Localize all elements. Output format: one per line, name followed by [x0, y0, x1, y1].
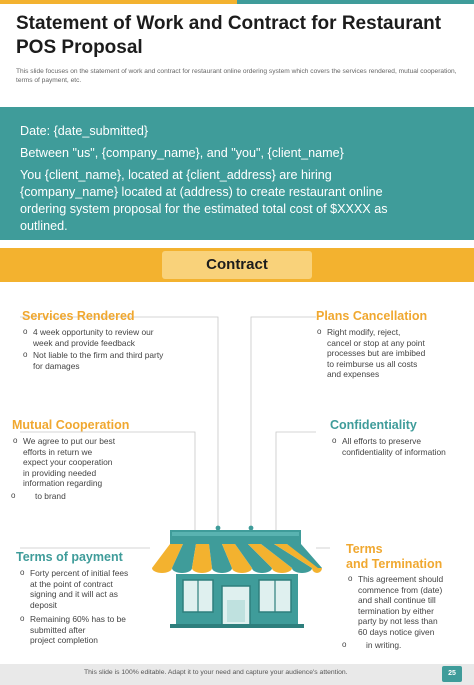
termination-heading-line-2: and Termination: [346, 557, 443, 571]
termination-heading-line-1: Terms: [346, 542, 383, 556]
mutual-heading: Mutual Cooperation: [12, 418, 130, 432]
page-subtitle: This slide focuses on the statement of work and contract for restaurant online ordering system which covers the services rendered, mutual cooperation, terms of payment, etc.: [16, 68, 457, 84]
text-line: efforts in return we: [23, 446, 93, 457]
text-line: This agreement should: [358, 574, 444, 584]
text-line: to brand: [35, 491, 66, 501]
mutual-item-2: [11, 491, 193, 502]
confidentiality-item-1: [332, 436, 472, 457]
text-line: week and provide feedback: [33, 337, 135, 348]
text-line: cancel or stop at any point: [327, 337, 425, 348]
text-line: submitted after: [30, 624, 86, 635]
bullet-marker: o: [23, 350, 28, 359]
termination-item-2: [342, 640, 468, 651]
text-line: processes but are imbibed: [327, 348, 426, 358]
payment-heading: Terms of payment: [16, 550, 123, 564]
services-item-2: [23, 350, 203, 371]
text-line: Not liable to the firm and third party: [33, 350, 164, 360]
text-line: at the point of contract: [30, 578, 113, 589]
plans-item-1: [317, 327, 467, 380]
bullet-marker: o: [20, 614, 25, 623]
page-number: 25: [442, 666, 462, 682]
intro-you-line-2: {company_name} located at (address) to create restaurant online: [20, 185, 383, 199]
text-line: project completion: [30, 635, 98, 645]
text-line: confidentiality of information: [342, 446, 446, 457]
text-line: information regarding: [23, 478, 103, 488]
intro-you-line-4: outlined.: [20, 219, 68, 233]
footer: [0, 664, 474, 685]
text-line: and shall continue till: [358, 595, 436, 605]
text-line: deposit: [30, 599, 58, 610]
bullet-marker: o: [13, 436, 18, 445]
text-line: for damages: [33, 360, 80, 371]
bullet-marker: o: [11, 491, 16, 500]
payment-item-2: [20, 614, 160, 646]
intro-between: Between "us", {company_name}, and "you", {client_name}: [20, 146, 344, 160]
text-line: All efforts to preserve: [342, 436, 421, 446]
bullet-marker: o: [20, 568, 25, 577]
text-line: in providing needed: [23, 467, 97, 478]
text-line: 60 days notice given: [358, 626, 435, 637]
bullet-marker: o: [348, 574, 353, 583]
text-line: Forty percent of initial fees: [30, 568, 129, 578]
text-line: expect your cooperation: [23, 457, 113, 467]
text-line: Right modify, reject,: [327, 327, 401, 337]
text-line: Remaining 60% has to be: [30, 614, 126, 624]
bullet-marker: o: [332, 436, 337, 445]
text-line: commence from (date): [358, 584, 443, 595]
intro-you-line-1: You {client_name}, located at {client_address} are hiring: [20, 168, 332, 182]
page-title: Statement of Work and Contract for Restaurant POS Proposal: [16, 13, 442, 58]
payment-item-1: [20, 568, 160, 610]
termination-item-1: [348, 574, 468, 637]
text-line: 4 week opportunity to review our: [33, 327, 154, 337]
bullet-marker: o: [23, 327, 28, 336]
text-line: termination by either: [358, 605, 434, 616]
contract-heading: Contract: [162, 251, 312, 279]
text-line: signing and it will act as: [30, 589, 118, 599]
intro-you-line-3: ordering system proposal for the estimated total cost of $XXXX as: [20, 202, 388, 216]
services-item-1: [23, 327, 203, 348]
confidentiality-heading: Confidentiality: [330, 418, 417, 432]
intro-date: Date: {date_submitted}: [20, 124, 149, 138]
text-line: to reimburse us all costs: [327, 358, 418, 369]
text-line: in writing.: [366, 640, 402, 650]
bullet-marker: o: [317, 327, 322, 336]
text-line: We agree to put our best: [23, 436, 116, 446]
bullet-marker: o: [342, 640, 347, 649]
text-line: and expenses: [327, 369, 380, 379]
mutual-item-1: [13, 436, 193, 489]
plans-heading: Plans Cancellation: [316, 309, 428, 323]
footer-text: This slide is 100% editable. Adapt it to your need and capture your audience's attention.: [84, 669, 348, 676]
services-heading: Services Rendered: [22, 309, 135, 323]
text-line: party by not less than: [358, 616, 438, 626]
